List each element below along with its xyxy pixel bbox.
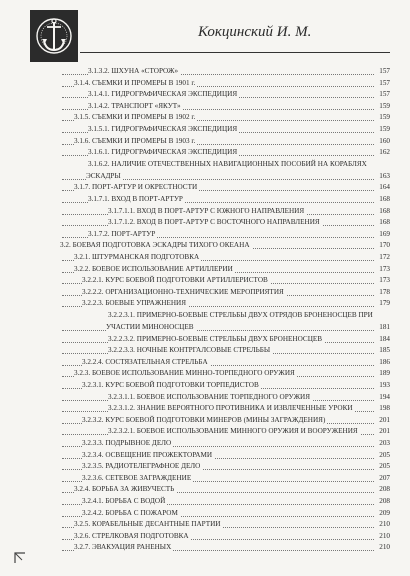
toc-entry-title: 3.2.3.2.1. БОЕВОЕ ИСПОЛЬЗОВАНИЕ МИННОГО ОРУЖИЯ И ВООРУЖЕНИЯ [108,427,358,436]
toc-page-number: 168 [374,206,390,216]
toc-entry[interactable] [0,496,410,508]
toc-entry-title: 3.2.4.1. БОРЬБА С ВОДОЙ [82,497,166,505]
toc-entry[interactable] [0,101,410,113]
toc-entry[interactable] [0,368,410,380]
toc-entry[interactable] [0,275,410,287]
toc-page-number: 159 [374,101,390,111]
toc-page-number: 203 [374,438,390,448]
toc-entry-title: 3.1.4. СЪЕМКИ И ПРОМЕРЫ В 1901 г. [74,78,196,87]
toc-entry-title: 3.1.6.2. НАЛИЧИЕ ОТЕЧЕСТВЕННЫХ НАВИГАЦИОННЫХ ПОСОБИЙ НА КОРАБЛЯХ [88,159,367,168]
toc-entry[interactable] [0,298,410,310]
toc-entry-title: 3.2.2.3.2. ПРИМЕРНО-БОЕВЫЕ СТРЕЛЬБЫ ДВУХ БРОНЕНОСЦЕВ [108,334,323,343]
toc-page-number: 170 [374,240,390,250]
toc-page-number: 201 [374,415,390,425]
toc-entry-title: 3.1.5. СЪЕМКИ И ПРОМЕРЫ В 1902 г. [74,113,196,122]
toc-entry[interactable] [0,508,410,520]
toc-entry-title: 3.2.5. КОРАБЕЛЬНЫЕ ДЕСАНТНЫЕ ПАРТИИ [74,520,221,529]
toc-entry[interactable] [0,334,410,346]
toc-entry-title: 3.2.3.1.1. БОЕВОЕ ИСПОЛЬЗОВАНИЕ ТОРПЕДНОГО ОРУЖИЯ [108,392,311,401]
toc-entry[interactable] [0,89,410,101]
toc-page-number: 163 [374,171,390,181]
toc-page-number: 198 [374,403,390,413]
toc-entry-title: 3.2.2.3. БОЕВЫЕ УПРАЖНЕНИЯ [82,299,187,308]
toc-page-number: 172 [374,252,390,262]
toc-entry-title: 3.2.7. ЭВАКУАЦИЯ РАНЕНЫХ [74,543,172,552]
toc-entry-title: 3.2.3.4. ОСВЕЩЕНИЕ ПРОЖЕКТОРАМИ [82,450,213,459]
toc-entry[interactable] [0,264,410,276]
toc-page-number: 168 [374,194,390,204]
toc-entry-title: 3.2.3. БОЕВОЕ ИСПОЛЬЗОВАНИЕ МИННО-ТОРПЕДНОГО ОРУЖИЯ [74,369,295,378]
toc-page-number: 208 [374,496,390,506]
toc-entry-title: 3.2.3.1.2. ЗНАНИЕ ВЕРОЯТНОГО ПРОТИВНИКА И ИЗВЛЕЧЕННЫЕ УРОКИ [108,404,353,413]
toc-entry[interactable] [0,136,410,148]
toc-page-number: 178 [374,287,390,297]
toc-entry-title: 3.1.5.1. ГИДРОГРАФИЧЕСКАЯ ЭКСПЕДИЦИЯ [88,125,238,133]
toc-entry-title: 3.2.2.1. КУРС БОЕВОЙ ПОДГОТОВКИ АРТИЛЛЕРИСТОВ [82,276,268,285]
toc-page-number: 159 [374,112,390,122]
toc-page-number: 189 [374,368,390,378]
toc-page-number: 208 [374,484,390,494]
toc-page-number: 210 [374,531,390,541]
page-header [28,8,390,64]
toc-entry[interactable] [0,519,410,531]
toc-entry[interactable] [0,217,410,229]
toc-entry-continuation-text: ЭСКАДРЫ [86,171,121,180]
toc-entry-title: 3.2.2.4. СОСТЯЗАТЕЛЬНАЯ СТРЕЛЬБА [82,357,208,366]
toc-entry[interactable] [0,461,410,473]
header-rule [80,52,390,53]
toc-entry[interactable] [0,229,410,241]
toc-page-number: 184 [374,334,390,344]
anchor-icon [28,8,80,64]
toc-page-number: 209 [374,508,390,518]
toc-entry-title: 3.1.4.1. ГИДРОГРАФИЧЕСКАЯ ЭКСПЕДИЦИЯ [88,90,238,99]
toc-entry-title: 3.2.2.3.1. ПРИМЕРНО-БОЕВЫЕ СТРЕЛЬБЫ ДВУХ ОТРЯДОВ БРОНЕНОСЦЕВ ПРИ [108,311,373,319]
toc-entry[interactable] [0,450,410,462]
toc-entry-title: 3.2.3.3. ПОДРЫВНОЕ ДЕЛО [82,439,172,447]
toc-entry[interactable] [0,310,410,322]
toc-page-number: 194 [374,392,390,402]
toc-page-number: 205 [374,450,390,460]
toc-entry[interactable] [0,147,410,159]
toc-entry[interactable] [0,112,410,124]
toc-entry[interactable] [0,240,410,252]
toc-entry[interactable] [0,252,410,264]
toc-entry-title: 3.1.7.2. ПОРТ-АРТУР [88,229,156,238]
toc-entry[interactable] [0,426,410,438]
toc-page-number: 173 [374,275,390,285]
toc-page-number: 160 [374,136,390,146]
toc-entry-title: 3.2.2.3.3. НОЧНЫЕ КОНТРГАЛСОВЫЕ СТРЕЛЬБЫ [108,346,271,355]
toc-entry-title: 3.2.3.5. РАДИОТЕЛЕГРАФНОЕ ДЕЛО [82,462,201,471]
toc-entry[interactable] [0,415,410,427]
toc-page-number: 159 [374,124,390,134]
toc-entry-title: 3.1.6. СЪЕМКИ И ПРОМЕРЫ В 1903 г. [74,136,196,145]
toc-page-number: 207 [374,473,390,483]
toc-entry-title: 3.2.1. ШТУРМАНСКАЯ ПОДГОТОВКА [74,253,200,261]
toc-entry-title: 3.2.4. БОРЬБА ЗА ЖИВУЧЕСТЬ [74,485,175,494]
toc-entry[interactable] [0,473,410,485]
toc-entry[interactable] [0,484,410,496]
toc-entry-title: 3.2.4.2. БОРЬБА С ПОЖАРОМ [82,508,178,517]
toc-page-number: 164 [374,182,390,192]
toc-entry-title: 3.2.3.1. КУРС БОЕВОЙ ПОДГОТОВКИ ТОРПЕДИСТОВ [82,381,259,389]
toc-entry[interactable] [0,206,410,218]
toc-entry[interactable] [0,194,410,206]
toc-entry[interactable] [0,357,410,369]
toc-entry[interactable] [0,287,410,299]
toc-entry-title: 3.1.7.1. ВХОД В ПОРТ-АРТУР [88,195,183,203]
toc-entry-continuation [0,171,410,183]
toc-entry-title: 3.2.3.2. КУРС БОЕВОЙ ПОДГОТОВКИ МИНЕРОВ (МИНЫ ЗАГРАЖДЕНИЯ) [82,415,326,424]
toc-page-number: 210 [374,519,390,529]
toc-entry-title: 3.2.6. СТРЕЛКОВАЯ ПОДГОТОВКА [74,531,189,540]
toc-entry[interactable] [0,380,410,392]
toc-entry-continuation [0,322,410,334]
toc-page-number: 168 [374,217,390,227]
toc-page-number: 157 [374,78,390,88]
toc-page-number: 205 [374,461,390,471]
toc-entry-title: 3.1.3.2. ШХУНА «СТОРОЖ» [88,67,179,75]
toc-entry-title: 3.2.3.6. СЕТЕВОЕ ЗАГРАЖДЕНИЕ [82,473,192,482]
toc-entry-title: 3.1.7. ПОРТ-АРТУР И ОКРЕСТНОСТИ [74,183,198,192]
toc-page-number: 179 [374,298,390,308]
page-title: Кокцинский И. М. [198,24,312,40]
toc-entry-title: 3.1.7.1.1. ВХОД В ПОРТ-АРТУР С ЮЖНОГО НАПРАВЛЕНИЯ [108,206,305,215]
toc-page-number: 185 [374,345,390,355]
toc-entry[interactable] [0,66,410,78]
toc-entry[interactable] [0,182,410,194]
toc-entry[interactable] [0,438,410,450]
toc-entry[interactable] [0,392,410,404]
toc-page-number: 157 [374,89,390,99]
toc-page-number: 193 [374,380,390,390]
toc-entry-title: 3.2.2.2. ОРГАНИЗАЦИОННО-ТЕХНИЧЕСКИЕ МЕРОПРИЯТИЯ [82,287,284,296]
toc-page-number: 181 [374,322,390,332]
toc-page-number: 210 [374,542,390,552]
toc-page-number: 169 [374,229,390,239]
toc-entry-title: 3.1.6.1. ГИДРОГРАФИЧЕСКАЯ ЭКСПЕДИЦИЯ [88,148,238,157]
toc-entry-title: 3.2.2. БОЕВОЕ ИСПОЛЬЗОВАНИЕ АРТИЛЛЕРИИ [74,264,233,273]
toc-page-number: 173 [374,264,390,274]
toc-entry-title: 3.1.7.1.2. ВХОД В ПОРТ-АРТУР С ВОСТОЧНОГО НАПРАВЛЕНИЯ [108,218,320,227]
toc-entry-title: 3.2. БОЕВАЯ ПОДГОТОВКА ЭСКАДРЫ ТИХОГО ОКЕАНА [60,241,250,250]
toc-entry-title: 3.1.4.2. ТРАНСПОРТ «ЯКУТ» [88,101,181,110]
toc-entry[interactable] [0,78,410,90]
fold-corner-icon [14,552,26,564]
toc-entry[interactable] [0,542,410,554]
toc-entry[interactable] [0,124,410,136]
toc-entry[interactable] [0,403,410,415]
toc-page-number: 186 [374,357,390,367]
toc-entry[interactable] [0,159,410,171]
toc-entry-continuation-text: УЧАСТИИ МИНОНОСЦЕВ [106,323,194,331]
toc-entry[interactable] [0,531,410,543]
toc-page-number: 162 [374,147,390,157]
toc-page-number: 157 [374,66,390,76]
toc-entry[interactable] [0,345,410,357]
toc-page-number: 201 [374,426,390,436]
